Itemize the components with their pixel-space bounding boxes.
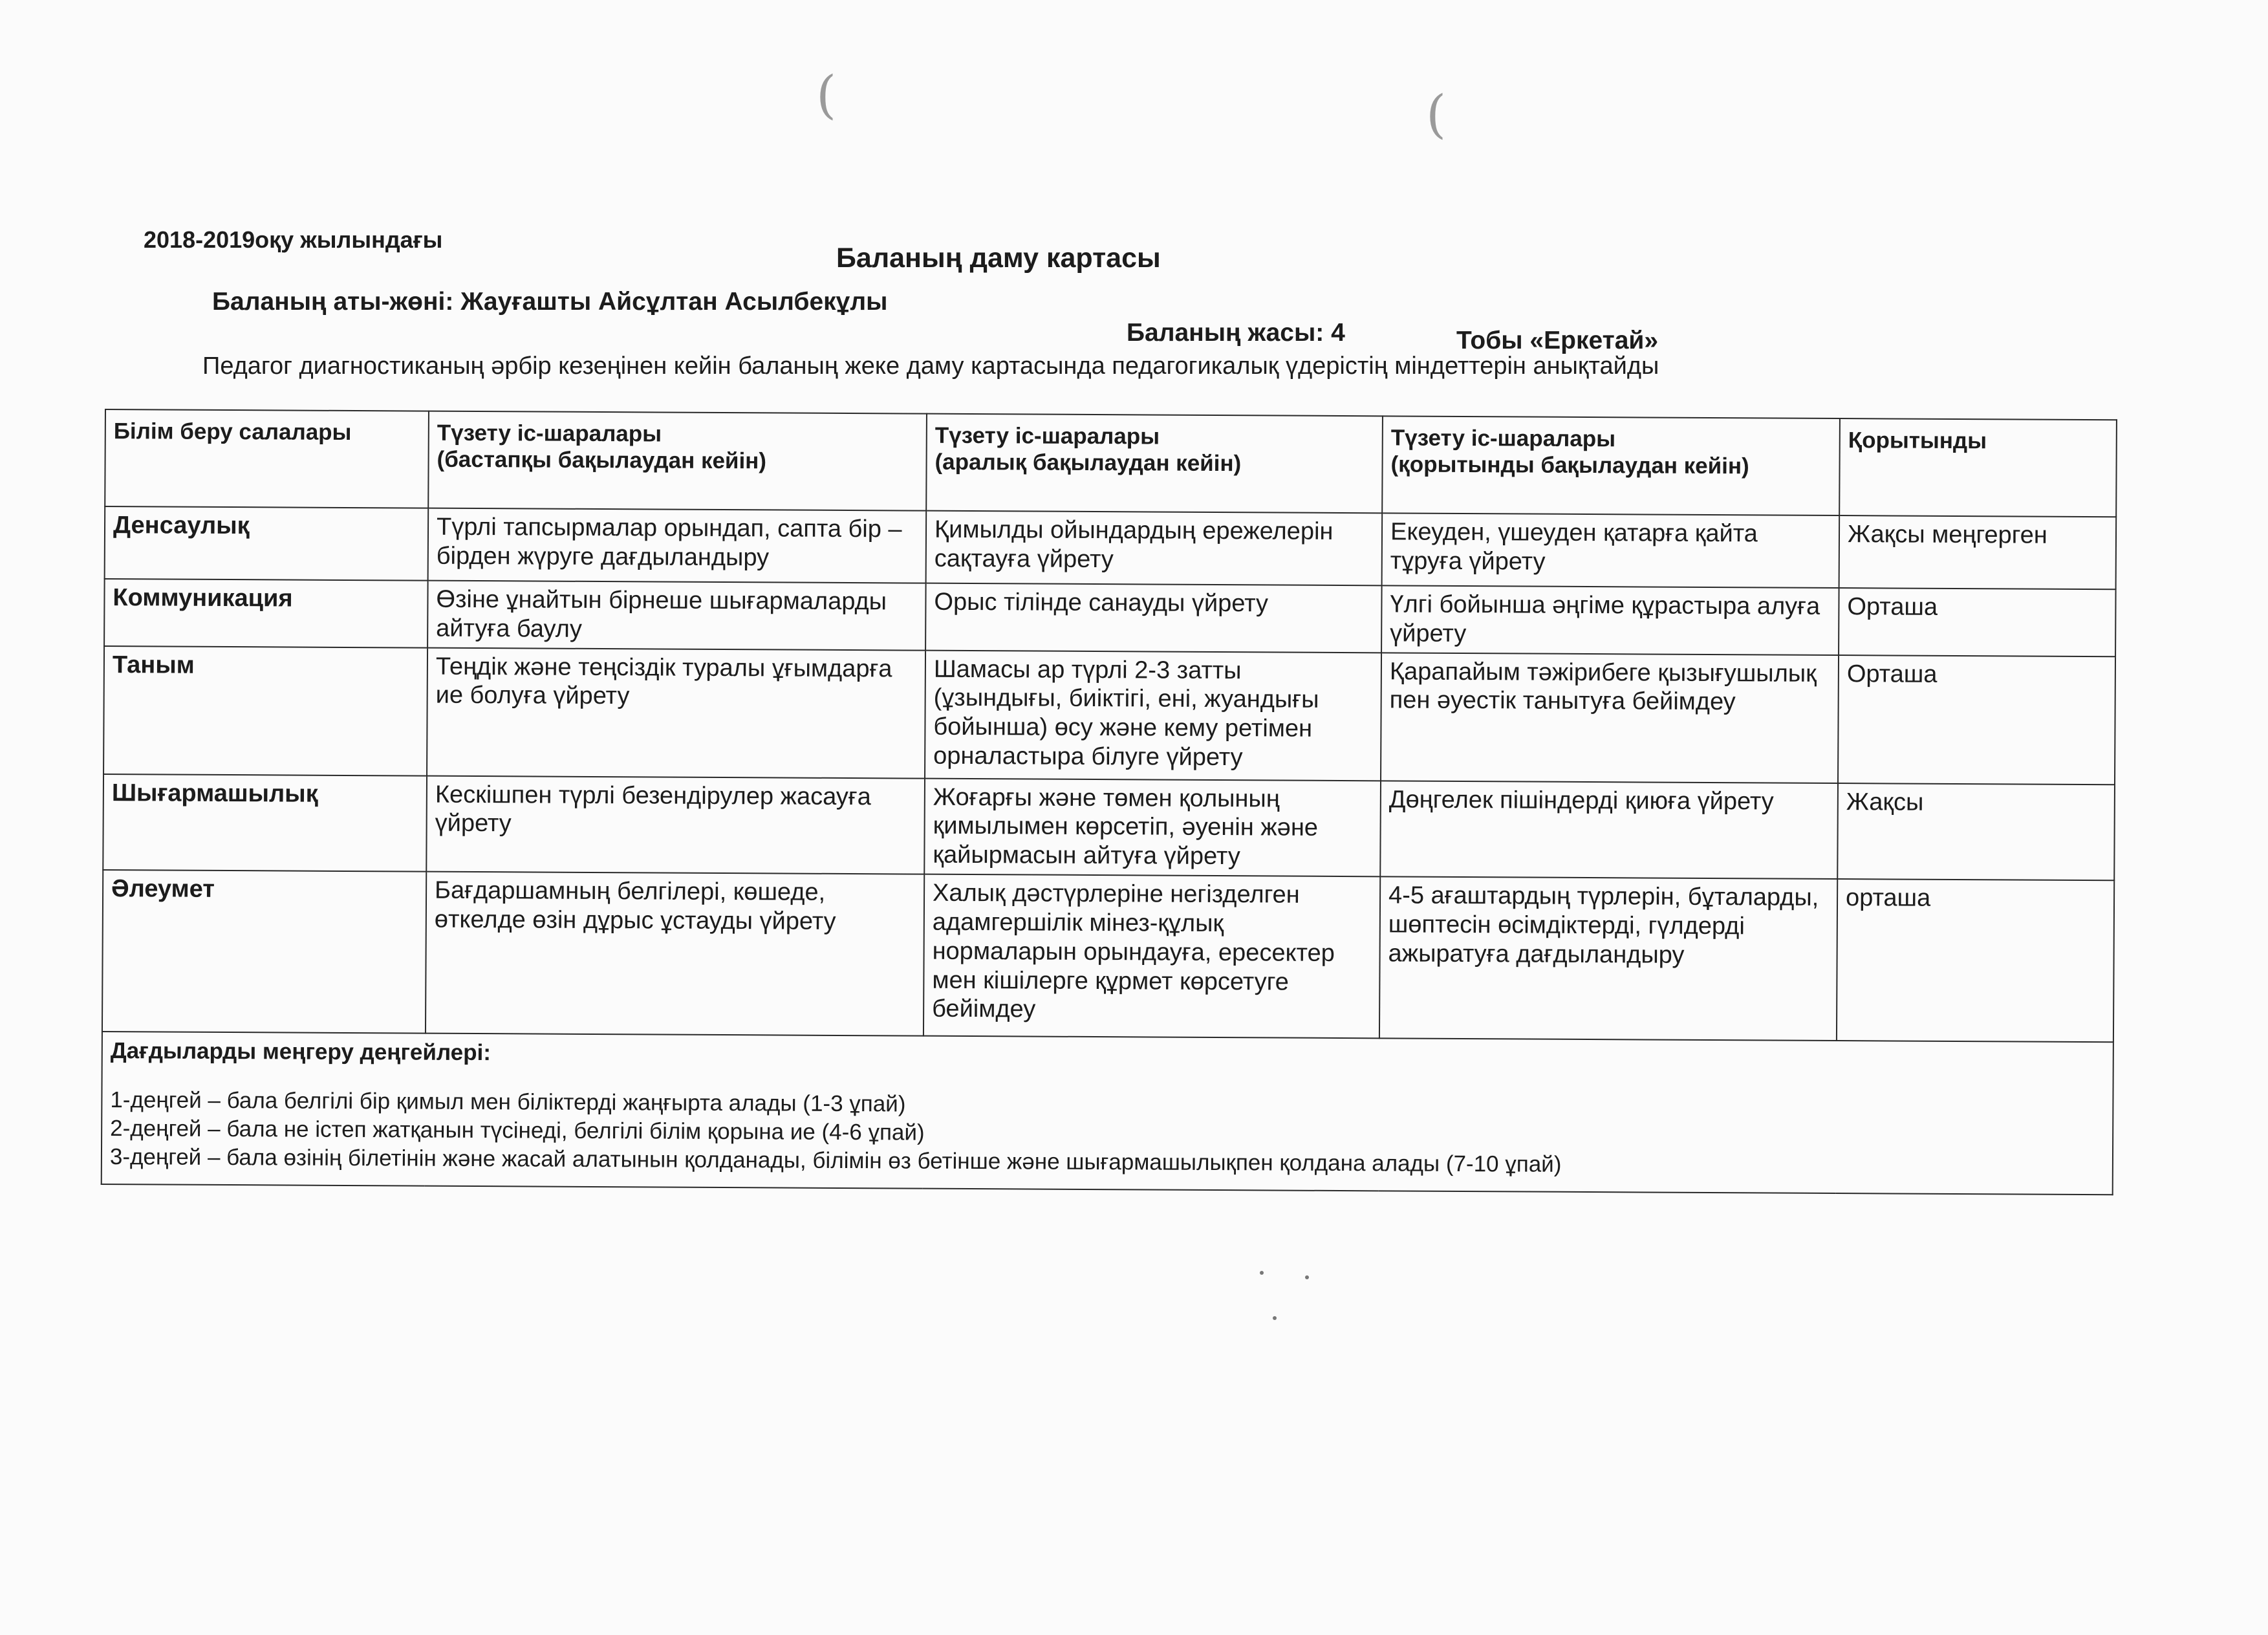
intermediate-cell: Орыс тілінде санауды үйрету — [925, 583, 1382, 653]
col-header-final: Түзету іс-шаралары (қорытынды бақылаудан кейін) — [1382, 416, 1840, 515]
scan-speck — [1305, 1275, 1309, 1279]
legend-row — [102, 1032, 2113, 1195]
result-cell: орташа — [1837, 879, 2114, 1042]
area-cell: Әлеумет — [102, 870, 426, 1034]
final-cell: 4-5 ағаштардың түрлерін, бұталарды, шөптесін өсімдіктерді, гүлдерді ажыратуға дағдыландыру — [1379, 876, 1837, 1041]
result-cell: Орташа — [1838, 655, 2115, 785]
scan-speck — [1273, 1316, 1277, 1320]
hole-punch-mark: ( — [816, 65, 837, 125]
legend-level-3: 3-деңгей – бала өзінің білетінін және жасай алатынын қолданады, білімін өз бетінше және шығармашылықпен қолдана алады (7-10 ұпай) — [109, 1143, 1562, 1177]
school-year: 2018-2019оқу жылындағы — [144, 226, 443, 253]
col-header-area: Білім беру салалары — [105, 409, 429, 508]
table-row — [103, 646, 2115, 785]
col-header-result: Қорытынды — [1839, 418, 2117, 517]
final-cell: Қарапайым тәжірибеге қызығушылық пен әуестік танытуға бейімдеу — [1381, 653, 1839, 783]
result-cell: Орташа — [1839, 588, 2116, 656]
legend-level-1: 1-деңгей – бала белгілі бір қимыл мен біліктерді жаңғырта алады (1-3 ұпай) — [110, 1087, 906, 1117]
legend-title: Дағдыларды меңгеру деңгейлері: — [110, 1038, 491, 1066]
hole-punch-mark: ( — [1426, 84, 1447, 144]
result-cell: Жақсы — [1837, 783, 2115, 881]
scan-speck — [1260, 1271, 1264, 1275]
area-cell: Коммуникация — [104, 579, 428, 647]
intermediate-cell: Қимылды ойындардың ережелерін сақтауға үйрету — [926, 511, 1383, 586]
child-name: Баланың аты-жөні: Жауғашты Айсұлтан Асылбекұлы — [212, 288, 888, 316]
final-cell: Үлгі бойынша әңгіме құрастыра алуға үйрету — [1381, 585, 1839, 655]
table-header-row — [105, 409, 2117, 517]
intermediate-cell: Шамасы ар түрлі 2-3 затты (ұзындығы, биіктігі, ені, жуандығы бойынша) өсу және кему ретімен орналастыра білуге үйрету — [925, 650, 1381, 781]
initial-cell: Теңдік және теңсіздік туралы ұғымдарға ие болуға үйрету — [427, 647, 925, 778]
intermediate-cell: Жоғарғы және төмен қолының қимылымен көрсетіп, әуенін және қайырмасын айтуға үйрету — [924, 778, 1381, 876]
area-cell: Шығармашылық — [103, 774, 427, 872]
area-cell: Таным — [103, 646, 427, 776]
col-header-intermediate: Түзету іс-шаралары (аралық бақылаудан кейін) — [926, 414, 1383, 514]
table-row — [102, 870, 2114, 1042]
initial-cell: Түрлі тапсырмалар орындап, сапта бір – бірден жүруге дағдыландыру — [428, 508, 927, 583]
legend-level-2: 2-деңгей – бала не істеп жатқанын түсінеді, белгілі білім қорына ие (4-6 ұпай) — [110, 1116, 925, 1145]
initial-cell: Бағдаршамның белгілері, көшеде, өткелде өзін дұрыс ұстауды үйрету — [426, 872, 924, 1036]
initial-cell: Кескішпен түрлі безендірулер жасауға үйрету — [426, 775, 925, 874]
initial-cell: Өзіне ұнайтын бірнеше шығармаларды айтуға баулу — [427, 581, 926, 651]
final-cell: Екеуден, үшеуден қатарға қайта тұруға үйрету — [1382, 513, 1840, 588]
legend-cell — [102, 1032, 2113, 1195]
area-cell: Денсаулық — [105, 506, 429, 581]
final-cell: Дөңгелек пішіндерді қиюға үйрету — [1380, 781, 1838, 879]
table-row — [104, 579, 2116, 656]
child-group: Тобы «Еркетай» — [1456, 327, 1659, 354]
intro-text: Педагог диагностиканың әрбір кезеңінен кейін баланың жеке даму картасында педагогикалық үдерістің міндеттерін анықтайды — [202, 352, 1659, 380]
table-row — [105, 506, 2117, 589]
page-title: Баланың даму картасы — [836, 243, 1161, 274]
child-age: Баланың жасы: 4 — [1127, 319, 1345, 347]
result-cell: Жақсы меңгерген — [1839, 515, 2117, 589]
intermediate-cell: Халық дәстүрлеріне негізделген адамгершілік мінез-құлық нормаларын орындауға, ересектер мен кішілерге құрмет көрсетуге бейімдеу — [923, 874, 1380, 1039]
development-table — [101, 409, 2116, 1195]
col-header-initial: Түзету іс-шаралары (бастапқы бақылаудан кейін) — [428, 411, 927, 511]
table-row — [103, 774, 2115, 881]
